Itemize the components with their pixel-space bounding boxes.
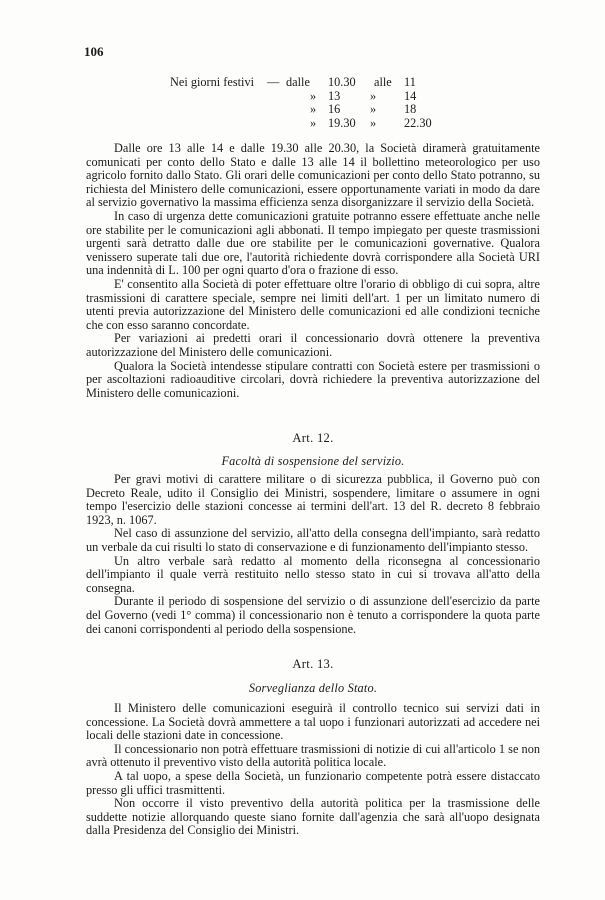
article-subheading: Facoltà di sospensione del servizio. (221, 454, 405, 468)
paragraph: Un altro verbale sarà redatto al momento della riconsegna al concessionario dell'impianto il quale verrà restituito nello stesso stato in cui si trovava all'atto della consegna. (86, 553, 540, 595)
art13-subheading-block (86, 682, 540, 696)
art12-heading-block (86, 432, 540, 446)
schedule-row (170, 76, 450, 90)
schedule-label: Nei giorni festivi (170, 75, 255, 89)
paragraph: Per variazioni ai predetti orari il concessionario dovrà ottenere la preventiva autorizzazione del Ministero delle comunicazioni. (86, 331, 540, 359)
paragraph: Il concessionario non potrà effettuare trasmissioni di notizie di cui all'articolo 1 se non avrà ottenuto il preventivo visto della autorità politica locale. (86, 741, 540, 770)
schedule-from: 16 (328, 102, 341, 116)
article-subheading: Sorveglianza dello Stato. (248, 681, 378, 695)
schedule-dash: — (267, 75, 280, 89)
ditto-mark: » (310, 88, 317, 103)
art11-continuation (86, 142, 540, 400)
schedule-from-word: dalle (286, 75, 310, 89)
paragraph: Durante il periodo di sospensione del servizio o di assunzione dell'esercizio da parte del Governo (vedi 1° comma) il concessionario non è tenuto a corrispondere la quota parte dei canoni corrispondenti al periodo della sospensione. (86, 594, 540, 636)
schedule-from: 13 (328, 88, 341, 103)
schedule-from: 19.30 (328, 115, 356, 130)
paragraph: Nel caso di assunzione del servizio, all'atto della consegna dell'impianto, sarà redatto un verbale da cui risulti lo stato di conservazione e di funzionamento dell'impianto stesso. (86, 526, 540, 554)
article-heading: Art. 13. (292, 657, 334, 671)
paragraph: Il Ministero delle comunicazioni eseguirà il controllo tecnico sui servizi dati in concessione. La Società dovrà ammettere a tal uopo i funzionari autorizzati ad accedere nei locali delle stazioni date in concessione. (86, 701, 540, 743)
ditto-mark: » (310, 115, 317, 130)
schedule-to-word: alle (374, 75, 392, 89)
paragraph: Per gravi motivi di carattere militare o di sicurezza pubblica, il Governo può con Decreto Reale, udito il Consiglio dei Ministri, sospendere, limitare o assumere in ogni tempo l'esercizio delle stazioni concesse ai termini dell'art. 13 del R. decreto 8 febbraio 1923, n. 1067. (86, 472, 540, 527)
schedule-row (170, 117, 450, 131)
ditto-mark: » (370, 102, 377, 116)
ditto-mark: » (310, 102, 317, 116)
article-heading: Art. 12. (292, 431, 334, 445)
schedule-to: 14 (404, 88, 417, 103)
paragraph: Qualora la Società intendesse stipulare contratti con Società estere per trasmissioni o per ascoltazioni radioauditive circolari, dovrà richiedere la preventiva autorizzazione del Ministero delle comunicazioni. (86, 358, 540, 400)
schedule-to: 22.30 (404, 115, 432, 130)
ditto-mark: » (370, 88, 377, 103)
art12-body (86, 473, 540, 636)
paragraph: E' consentito alla Società di poter effettuare oltre l'orario di obbligo di cui sopra, altre trasmissioni di carattere speciale, sempre nei limiti dell'art. 1 per un limitato numero di utenti previa autorizzazione del Ministero delle comunicazioni ed alle condizioni tecniche che con esso saranno concordate. (86, 276, 540, 332)
paragraph: In caso di urgenza dette comunicazioni gratuite potranno essere effettuate anche nelle ore stabilite per le comunicazioni agli abbonati. Il tempo impiegato per queste trasmissioni urgenti sarà detratto dalle due ore stabilite per le comunicazioni governative. Qualora venissero superate tali due ore, l'autorità richiedente dovrà corrispondere alla Società URI una indennità di L. 100 per ogni quarto d'ora o frazione di esso. (86, 208, 540, 278)
schedule-to: 18 (404, 102, 417, 116)
schedule-to: 11 (404, 75, 416, 89)
paragraph: A tal uopo, a spese della Società, un funzionario competente potrà essere distaccato presso gli uffici trasmittenti. (86, 768, 540, 797)
paragraph: Dalle ore 13 alle 14 e dalle 19.30 alle 20.30, la Società diramerà gratuitamente comunicati per conto dello Stato e dalle 13 alle 14 il bollettino meteorologico per uso agricolo fornito dallo Stato. Gli orari delle comunicazioni per conto dello Stato potranno, su richiesta del Ministero delle comunicazioni, essere opportunamente variati in modo da dare al servizio governativo la massima efficienza senza disorganizzare il servizio della Società. (86, 141, 540, 210)
festivi-schedule (170, 76, 450, 130)
art12-subheading-block (86, 455, 540, 469)
ditto-mark: » (370, 115, 377, 130)
paragraph: Non occorre il visto preventivo della autorità politica per la trasmissione delle suddette notizie allorquando queste siano fornite dall'agenzia che sarà all'uopo designata dalla Presidenza del Consiglio dei Ministri. (86, 796, 540, 838)
art13-heading-block (86, 658, 540, 672)
schedule-row (170, 103, 450, 117)
page-number: 106 (84, 44, 104, 59)
art13-body (86, 702, 540, 838)
schedule-row (170, 90, 450, 104)
schedule-from: 10.30 (328, 75, 356, 89)
